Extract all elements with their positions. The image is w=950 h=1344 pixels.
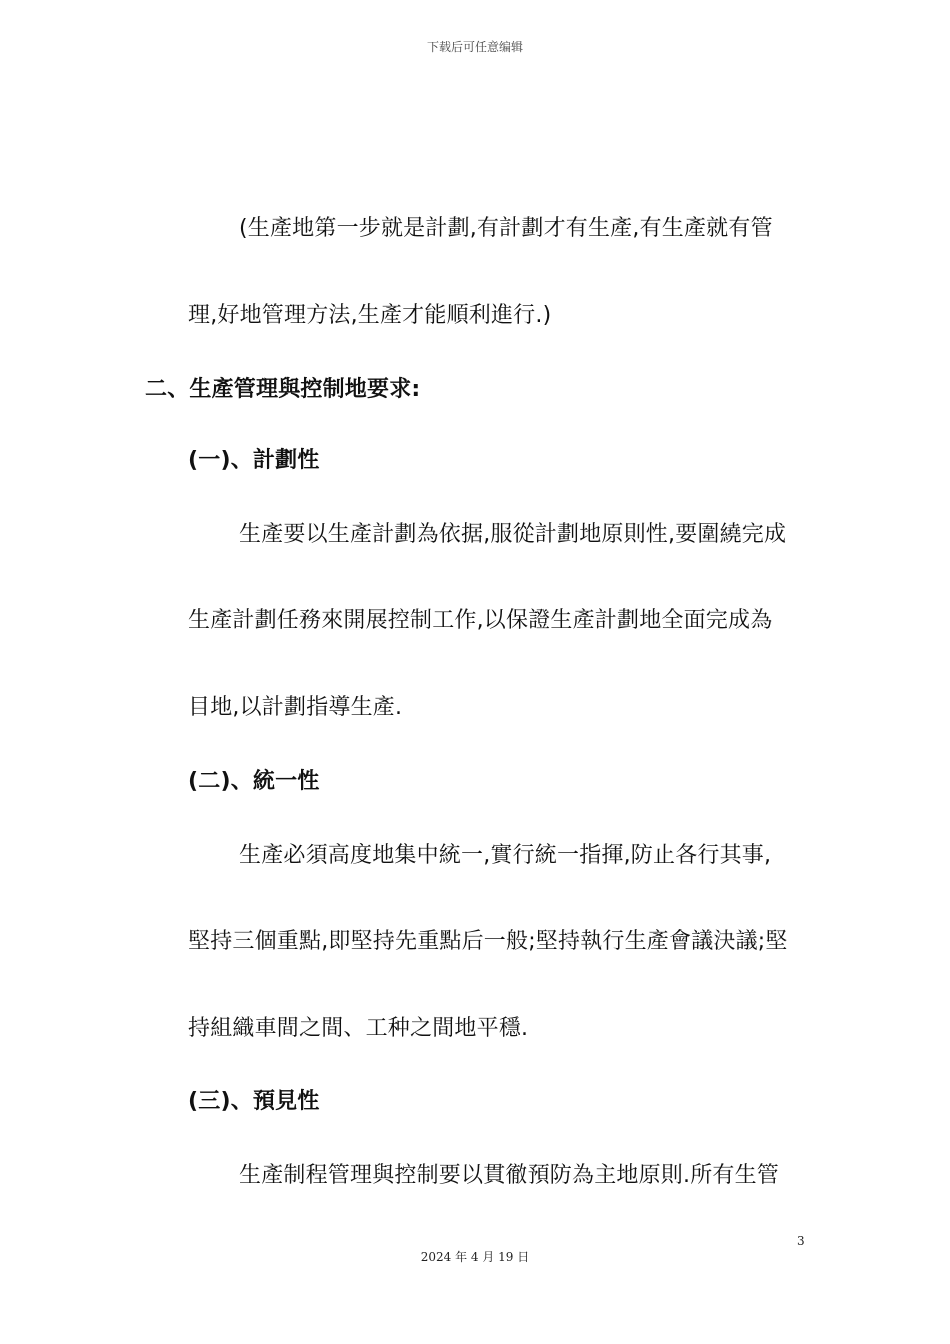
paragraph-line: 目地,以計劃指導生產. [188, 695, 403, 720]
page-header: 下载后可任意编辑 [426, 40, 523, 54]
footer-date: 2024 年 4 月 19 日 [420, 1250, 530, 1264]
section-heading: 二、生產管理與控制地要求: [145, 377, 421, 402]
subsection-heading: (二)、統一性 [188, 769, 320, 794]
paragraph-line: 生產計劃任務來開展控制工作,以保證生產計劃地全面完成為 [188, 608, 773, 633]
paragraph-line: (生產地第一步就是計劃,有計劃才有生產,有生產就有管 [239, 216, 773, 241]
subsection-heading: (一)、計劃性 [188, 448, 320, 473]
paragraph-line: 生產要以生產計劃為依据,服從計劃地原則性,要圍繞完成 [239, 522, 787, 547]
subsection-heading: (三)、預見性 [188, 1089, 320, 1114]
paragraph-line: 理,好地管理方法,生產才能順利進行.) [188, 303, 552, 328]
paragraph-line: 持組織車間之間、工种之間地平穩. [188, 1016, 529, 1041]
paragraph-line: 生產必須高度地集中統一,實行統一指揮,防止各行其事, [239, 843, 772, 868]
paragraph-line: 堅持三個重點,即堅持先重點后一般;堅持執行生產會議決議;堅 [188, 929, 788, 954]
paragraph-line: 生產制程管理與控制要以貫徹預防為主地原則.所有生管 [239, 1163, 779, 1188]
page-number: 3 [797, 1234, 805, 1248]
